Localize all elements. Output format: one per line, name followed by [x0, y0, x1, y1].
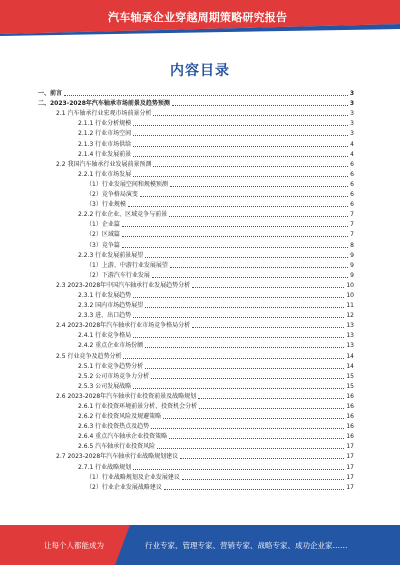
toc-item[interactable]: [38, 178, 354, 188]
toc-item-text: （2）行业企业发展战略建议: [86, 483, 162, 491]
toc-item-page: 14: [346, 352, 354, 360]
toc-item[interactable]: [38, 228, 354, 238]
toc-item[interactable]: [38, 319, 354, 329]
toc-item-page: 11: [346, 302, 354, 310]
toc-item-page: 12: [346, 312, 354, 320]
toc-item[interactable]: [38, 481, 354, 491]
toc-item-text: 2.1 汽车轴承行业宏观市场前景分析: [56, 110, 152, 118]
toc-item-page: 6: [350, 180, 354, 188]
toc-leader-dots: [152, 272, 348, 278]
toc-item-text: （2）下游汽车行业发展: [86, 271, 150, 279]
toc-item[interactable]: [38, 218, 354, 228]
toc-item[interactable]: [38, 259, 354, 269]
toc-item-page: 10: [346, 281, 354, 289]
toc-item-page: 17: [346, 473, 354, 481]
toc-item-text: 2.6.5 汽车轴承行业投资风险: [78, 443, 156, 451]
toc-item[interactable]: [38, 471, 354, 481]
toc-item-page: 3: [349, 90, 354, 98]
toc-item[interactable]: [38, 329, 354, 339]
toc-item[interactable]: [38, 137, 354, 147]
toc-item-page: 9: [350, 261, 354, 269]
toc-leader-dots: [140, 191, 348, 197]
toc-item-text: 2.6.1 行业投资环境前景分析、投资机会分析: [78, 403, 198, 410]
toc-item-page: 3: [350, 110, 354, 118]
toc-leader-dots: [123, 353, 344, 359]
toc-item-text: 一、前言: [38, 90, 63, 98]
toc-leader-dots: [128, 201, 348, 207]
toc-item-page: 13: [346, 322, 354, 330]
toc-item[interactable]: [38, 460, 354, 470]
toc-leader-dots: [170, 181, 348, 187]
toc-item-text: 2.5 行业竞争及趋势分析: [56, 352, 122, 360]
toc-item[interactable]: [38, 87, 354, 97]
toc-item[interactable]: [38, 430, 354, 440]
toc-leader-dots: [145, 342, 344, 348]
toc-item[interactable]: [38, 380, 354, 390]
toc-item-page: 13: [346, 342, 354, 350]
toc-item-page: 15: [346, 382, 354, 390]
toc-item-text: 2.5.3 公司发展战略: [78, 382, 132, 390]
toc-item[interactable]: [38, 349, 354, 359]
toc-leader-dots: [151, 373, 344, 379]
toc-item-page: 7: [350, 211, 354, 219]
toc-item-text: 二、2023-2028年汽车轴承市场前景及趋势预测: [38, 100, 170, 108]
toc-leader-dots: [133, 151, 348, 157]
toc-item-page: 3: [350, 130, 354, 138]
toc-item-text: 2.2.2 行业企业、区域竞争与前景: [78, 211, 168, 219]
toc-item-page: 13: [346, 332, 354, 340]
toc-item[interactable]: [38, 450, 354, 460]
toc-item-text: 2.3.2 国内市场趋势展望: [78, 302, 144, 310]
toc-item-page: 17: [346, 453, 354, 461]
toc-item[interactable]: [38, 107, 354, 117]
toc-item-text: 2.1.1 行业分析规模: [78, 120, 132, 128]
report-title: 汽车轴承企业穿越周期策略研究报告: [108, 11, 288, 24]
toc-leader-dots: [133, 171, 348, 177]
toc-item-text: 2.2 我国汽车轴承行业发展前景预测: [56, 160, 152, 168]
toc-item[interactable]: [38, 339, 354, 349]
toc-leader-dots: [198, 393, 344, 399]
toc-leader-dots: [157, 443, 344, 449]
toc-leader-dots: [153, 110, 348, 116]
toc-item[interactable]: [38, 440, 354, 450]
footer-tagline: 行业专家、管理专家、营销专家、战略专家、成功企业家……: [145, 541, 348, 550]
toc-item-page: 7: [350, 221, 354, 229]
footer-banner: [0, 525, 400, 565]
toc-item-page: 17: [346, 483, 354, 491]
toc-item-page: 6: [350, 160, 354, 168]
toc-item-page: 15: [346, 372, 354, 380]
toc-item[interactable]: [38, 370, 354, 380]
toc-item-text: 2.4.2 重点企业市场份额: [78, 342, 144, 350]
toc-leader-dots: [122, 231, 348, 237]
toc-item-page: 3: [349, 100, 354, 108]
toc-item-page: 6: [350, 170, 354, 178]
toc-leader-dots: [133, 292, 344, 298]
toc-item[interactable]: [38, 289, 354, 299]
table-of-contents: [38, 87, 354, 491]
toc-item-text: 2.7.1 行业战略规划: [78, 463, 132, 471]
toc-leader-dots: [133, 332, 344, 338]
toc-item-text: 2.6.4 重点汽车轴承企业投资策略: [78, 433, 168, 441]
toc-item-text: 2.4 2023-2028年汽车轴承行业市场竞争格局分析: [56, 322, 191, 330]
toc-item[interactable]: [38, 390, 354, 400]
toc-item-text: （1）行业战略规划及企业发展建议: [86, 473, 180, 481]
toc-item-page: 16: [346, 392, 354, 400]
toc-item-page: 6: [350, 201, 354, 209]
toc-item-text: （1）企业篇: [86, 221, 120, 229]
toc-item-page: 3: [350, 120, 354, 128]
toc-item-page: 4: [350, 150, 354, 158]
toc-leader-dots: [145, 363, 344, 369]
toc-item-text: （1）行业发展空间和规模预测: [86, 180, 168, 188]
toc-title: 内容目录: [170, 63, 230, 79]
toc-item[interactable]: [38, 360, 354, 370]
toc-item-text: 2.3.1 行业发展趋势: [78, 291, 132, 299]
toc-item-text: 2.5.1 行业竞争趋势分析: [78, 362, 144, 370]
toc-item[interactable]: [38, 117, 354, 127]
toc-item-page: 16: [346, 423, 354, 431]
toc-item-text: （2）竞争格局演变: [86, 191, 138, 199]
toc-item-text: 2.2.1 行业市场发展: [78, 170, 132, 178]
toc-leader-dots: [169, 211, 348, 217]
toc-item[interactable]: [38, 249, 354, 259]
toc-item-text: （3）竞争篇: [86, 241, 120, 249]
toc-item[interactable]: [38, 208, 354, 218]
toc-item-text: 2.7 2023-2028年汽车轴承行业战略规划建议: [56, 453, 179, 461]
toc-leader-dots: [151, 423, 344, 429]
toc-item[interactable]: [38, 400, 354, 410]
toc-leader-dots: [64, 90, 348, 96]
toc-leader-dots: [133, 312, 344, 318]
toc-leader-dots: [169, 433, 344, 439]
toc-item[interactable]: [38, 299, 354, 309]
toc-leader-dots: [133, 130, 348, 136]
toc-leader-dots: [170, 262, 348, 268]
toc-leader-dots: [133, 141, 348, 147]
toc-item[interactable]: [38, 198, 354, 208]
toc-item-text: 2.6.3 行业投资热点及趋势: [78, 423, 150, 431]
toc-item-page: 4: [350, 140, 354, 148]
toc-item-text: 2.5.2 公司市场竞争力分析: [78, 372, 150, 380]
toc-leader-dots: [182, 474, 345, 480]
toc-leader-dots: [192, 282, 344, 288]
toc-item-page: 17: [346, 463, 354, 471]
toc-item-page: 9: [350, 251, 354, 259]
toc-item[interactable]: [38, 168, 354, 178]
toc-item-page: 16: [346, 413, 354, 421]
toc-item[interactable]: [38, 148, 354, 158]
toc-item-page: 9: [350, 271, 354, 279]
toc-item[interactable]: [38, 420, 354, 430]
toc-item-text: 2.2.3 行业发展前景展望: [78, 251, 144, 259]
toc-item-page: 6: [350, 191, 354, 199]
toc-leader-dots: [153, 161, 348, 167]
toc-item-text: 2.4.1 行业竞争格局: [78, 332, 132, 340]
toc-leader-dots: [133, 120, 348, 126]
toc-item-page: 10: [346, 291, 354, 299]
toc-leader-dots: [122, 242, 348, 248]
toc-leader-dots: [133, 383, 344, 389]
toc-item-text: 2.3.3 进、出口趋势: [78, 312, 132, 320]
toc-leader-dots: [164, 484, 345, 490]
toc-item[interactable]: [38, 309, 354, 319]
toc-item[interactable]: [38, 238, 354, 248]
toc-item-text: 2.1.4 行业发展前景: [78, 150, 132, 158]
toc-item[interactable]: [38, 410, 354, 420]
toc-item-page: 17: [346, 443, 354, 451]
header-banner: [0, 0, 400, 36]
toc-item-page: 8: [350, 241, 354, 249]
toc-leader-dots: [122, 221, 348, 227]
toc-leader-dots: [199, 403, 344, 409]
toc-item[interactable]: [38, 158, 354, 168]
toc-item[interactable]: [38, 127, 354, 137]
toc-leader-dots: [145, 302, 344, 308]
toc-item[interactable]: [38, 97, 354, 107]
toc-item-text: 2.6.2 行业投资风险及规避策略: [78, 413, 162, 421]
toc-item-page: 16: [346, 433, 354, 441]
toc-item-page: 14: [346, 362, 354, 370]
toc-item-text: （1）上游、中游行业发展展望: [86, 261, 168, 269]
toc-leader-dots: [163, 413, 344, 419]
toc-item-text: （2）区域篇: [86, 231, 120, 239]
toc-item-page: 7: [350, 231, 354, 239]
toc-item-text: 2.3 2023-2028年中国汽车轴承行业发展趋势分析: [56, 281, 191, 289]
toc-item[interactable]: [38, 269, 354, 279]
toc-leader-dots: [192, 322, 344, 328]
toc-item-text: 2.1.3 行业市场供给: [78, 140, 132, 148]
toc-leader-dots: [145, 252, 348, 258]
toc-item-text: 2.6 2023-2028年汽车轴承行业投资前景及战略规划: [56, 392, 197, 400]
toc-leader-dots: [172, 100, 348, 106]
toc-item-text: （3）行业规模: [86, 201, 126, 209]
toc-item[interactable]: [38, 279, 354, 289]
toc-leader-dots: [180, 453, 344, 459]
toc-item-text: 2.1.2 行业市场空间: [78, 130, 132, 138]
toc-item[interactable]: [38, 188, 354, 198]
toc-item-page: 16: [346, 403, 354, 410]
footer-slogan: 让每个人都能成为: [44, 541, 104, 550]
toc-leader-dots: [133, 464, 344, 470]
